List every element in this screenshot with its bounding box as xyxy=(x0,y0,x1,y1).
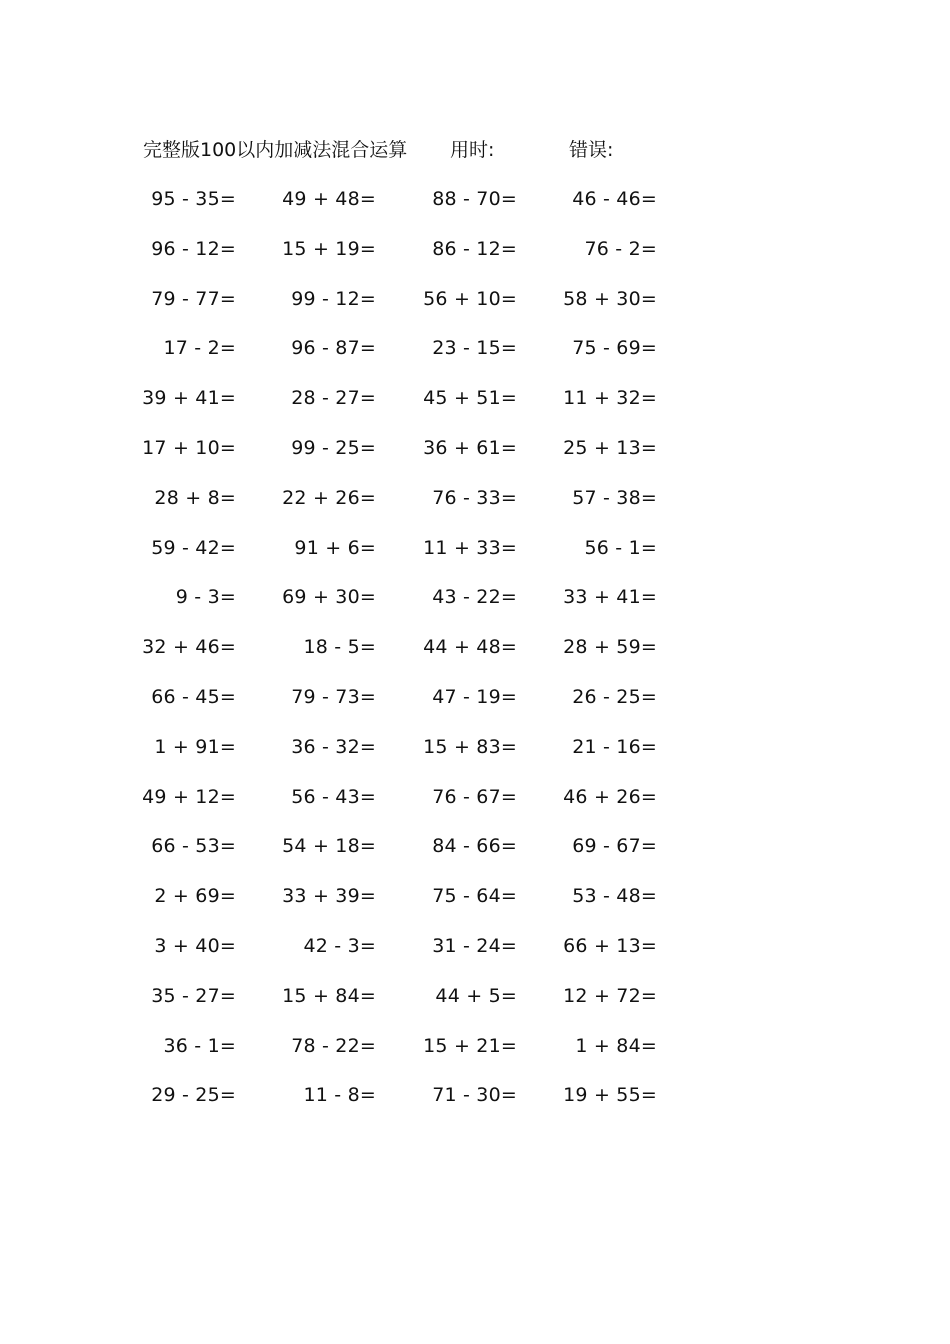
worksheet-title: 完整版100以内加减法混合运算 xyxy=(143,139,408,161)
time-used-label: 用时: xyxy=(450,139,495,161)
problem-r2-c3: 86 - 12= xyxy=(432,237,517,260)
problem-r3-c3: 56 + 10= xyxy=(423,287,517,310)
problem-r7-c3: 76 - 33= xyxy=(432,486,517,509)
problem-r13-c1: 49 + 12= xyxy=(142,785,236,808)
problem-r8-c3: 11 + 33= xyxy=(423,536,517,559)
problem-r2-c2: 15 + 19= xyxy=(282,237,376,260)
problem-r3-c4: 58 + 30= xyxy=(563,287,657,310)
problem-r4-c1: 17 - 2= xyxy=(163,337,236,360)
problem-r8-c1: 59 - 42= xyxy=(151,536,236,559)
problem-r13-c2: 56 - 43= xyxy=(291,785,376,808)
problem-r6-c3: 36 + 61= xyxy=(423,437,517,459)
problem-r11-c2: 79 - 73= xyxy=(291,686,376,708)
problem-r19-c3: 71 - 30= xyxy=(432,1084,517,1107)
problem-r14-c4: 69 - 67= xyxy=(572,835,657,858)
problem-r7-c2: 22 + 26= xyxy=(282,486,376,509)
problem-r18-c1: 36 - 1= xyxy=(163,1034,236,1057)
problem-r19-c2: 11 - 8= xyxy=(303,1084,376,1107)
problem-r3-c1: 79 - 77= xyxy=(151,287,236,310)
problem-r15-c3: 75 - 64= xyxy=(432,885,517,908)
problem-r12-c4: 21 - 16= xyxy=(572,735,657,758)
problem-r9-c3: 43 - 22= xyxy=(432,586,517,609)
problem-r11-c4: 26 - 25= xyxy=(572,686,657,708)
problem-r3-c2: 99 - 12= xyxy=(291,287,376,310)
problem-r10-c3: 44 + 48= xyxy=(423,636,517,659)
problem-r4-c3: 23 - 15= xyxy=(432,337,517,360)
problem-r17-c3: 44 + 5= xyxy=(435,984,517,1007)
problem-r15-c2: 33 + 39= xyxy=(282,885,376,908)
problem-r17-c4: 12 + 72= xyxy=(563,984,657,1007)
problem-r6-c2: 99 - 25= xyxy=(291,437,376,459)
problem-r6-c1: 17 + 10= xyxy=(142,437,236,459)
problem-r14-c1: 66 - 53= xyxy=(151,835,236,858)
problem-r5-c1: 39 + 41= xyxy=(142,387,236,410)
problem-r15-c1: 2 + 69= xyxy=(154,885,236,908)
problem-r18-c3: 15 + 21= xyxy=(423,1034,517,1057)
problem-r2-c1: 96 - 12= xyxy=(151,237,236,260)
problem-r5-c2: 28 - 27= xyxy=(291,387,376,410)
problem-r8-c2: 91 + 6= xyxy=(294,536,376,559)
problem-r12-c2: 36 - 32= xyxy=(291,735,376,758)
problem-r12-c3: 15 + 83= xyxy=(423,735,517,758)
problem-r11-c3: 47 - 19= xyxy=(432,686,517,708)
problem-r16-c3: 31 - 24= xyxy=(432,935,517,957)
problem-r1-c1: 95 - 35= xyxy=(151,188,236,210)
problem-r1-c4: 46 - 46= xyxy=(572,188,657,210)
problem-r16-c4: 66 + 13= xyxy=(563,935,657,957)
problem-r10-c2: 18 - 5= xyxy=(303,636,376,659)
problem-r13-c3: 76 - 67= xyxy=(432,785,517,808)
problem-r15-c4: 53 - 48= xyxy=(572,885,657,908)
problem-r1-c3: 88 - 70= xyxy=(432,188,517,210)
problem-r19-c1: 29 - 25= xyxy=(151,1084,236,1107)
problem-r7-c4: 57 - 38= xyxy=(572,486,657,509)
problem-r4-c4: 75 - 69= xyxy=(572,337,657,360)
worksheet-header xyxy=(143,136,663,164)
problem-r5-c4: 11 + 32= xyxy=(563,387,657,410)
problem-r16-c2: 42 - 3= xyxy=(303,935,376,957)
problem-r18-c2: 78 - 22= xyxy=(291,1034,376,1057)
problem-r17-c2: 15 + 84= xyxy=(282,984,376,1007)
problem-r14-c2: 54 + 18= xyxy=(282,835,376,858)
error-count-label: 错误: xyxy=(569,139,614,161)
problem-r5-c3: 45 + 51= xyxy=(423,387,517,410)
problem-r17-c1: 35 - 27= xyxy=(151,984,236,1007)
problem-r19-c4: 19 + 55= xyxy=(563,1084,657,1107)
problem-r13-c4: 46 + 26= xyxy=(563,785,657,808)
problem-r14-c3: 84 - 66= xyxy=(432,835,517,858)
problem-r9-c1: 9 - 3= xyxy=(175,586,236,609)
problem-r10-c1: 32 + 46= xyxy=(142,636,236,659)
problem-r12-c1: 1 + 91= xyxy=(154,735,236,758)
problem-r11-c1: 66 - 45= xyxy=(151,686,236,708)
problem-r9-c2: 69 + 30= xyxy=(282,586,376,609)
problem-r6-c4: 25 + 13= xyxy=(563,437,657,459)
problem-r8-c4: 56 - 1= xyxy=(584,536,657,559)
problem-r1-c2: 49 + 48= xyxy=(282,188,376,210)
problem-r9-c4: 33 + 41= xyxy=(563,586,657,609)
problem-r16-c1: 3 + 40= xyxy=(154,935,236,957)
problem-r10-c4: 28 + 59= xyxy=(563,636,657,659)
problem-r7-c1: 28 + 8= xyxy=(154,486,236,509)
problem-r18-c4: 1 + 84= xyxy=(575,1034,657,1057)
problem-r2-c4: 76 - 2= xyxy=(584,237,657,260)
problem-r4-c2: 96 - 87= xyxy=(291,337,376,360)
